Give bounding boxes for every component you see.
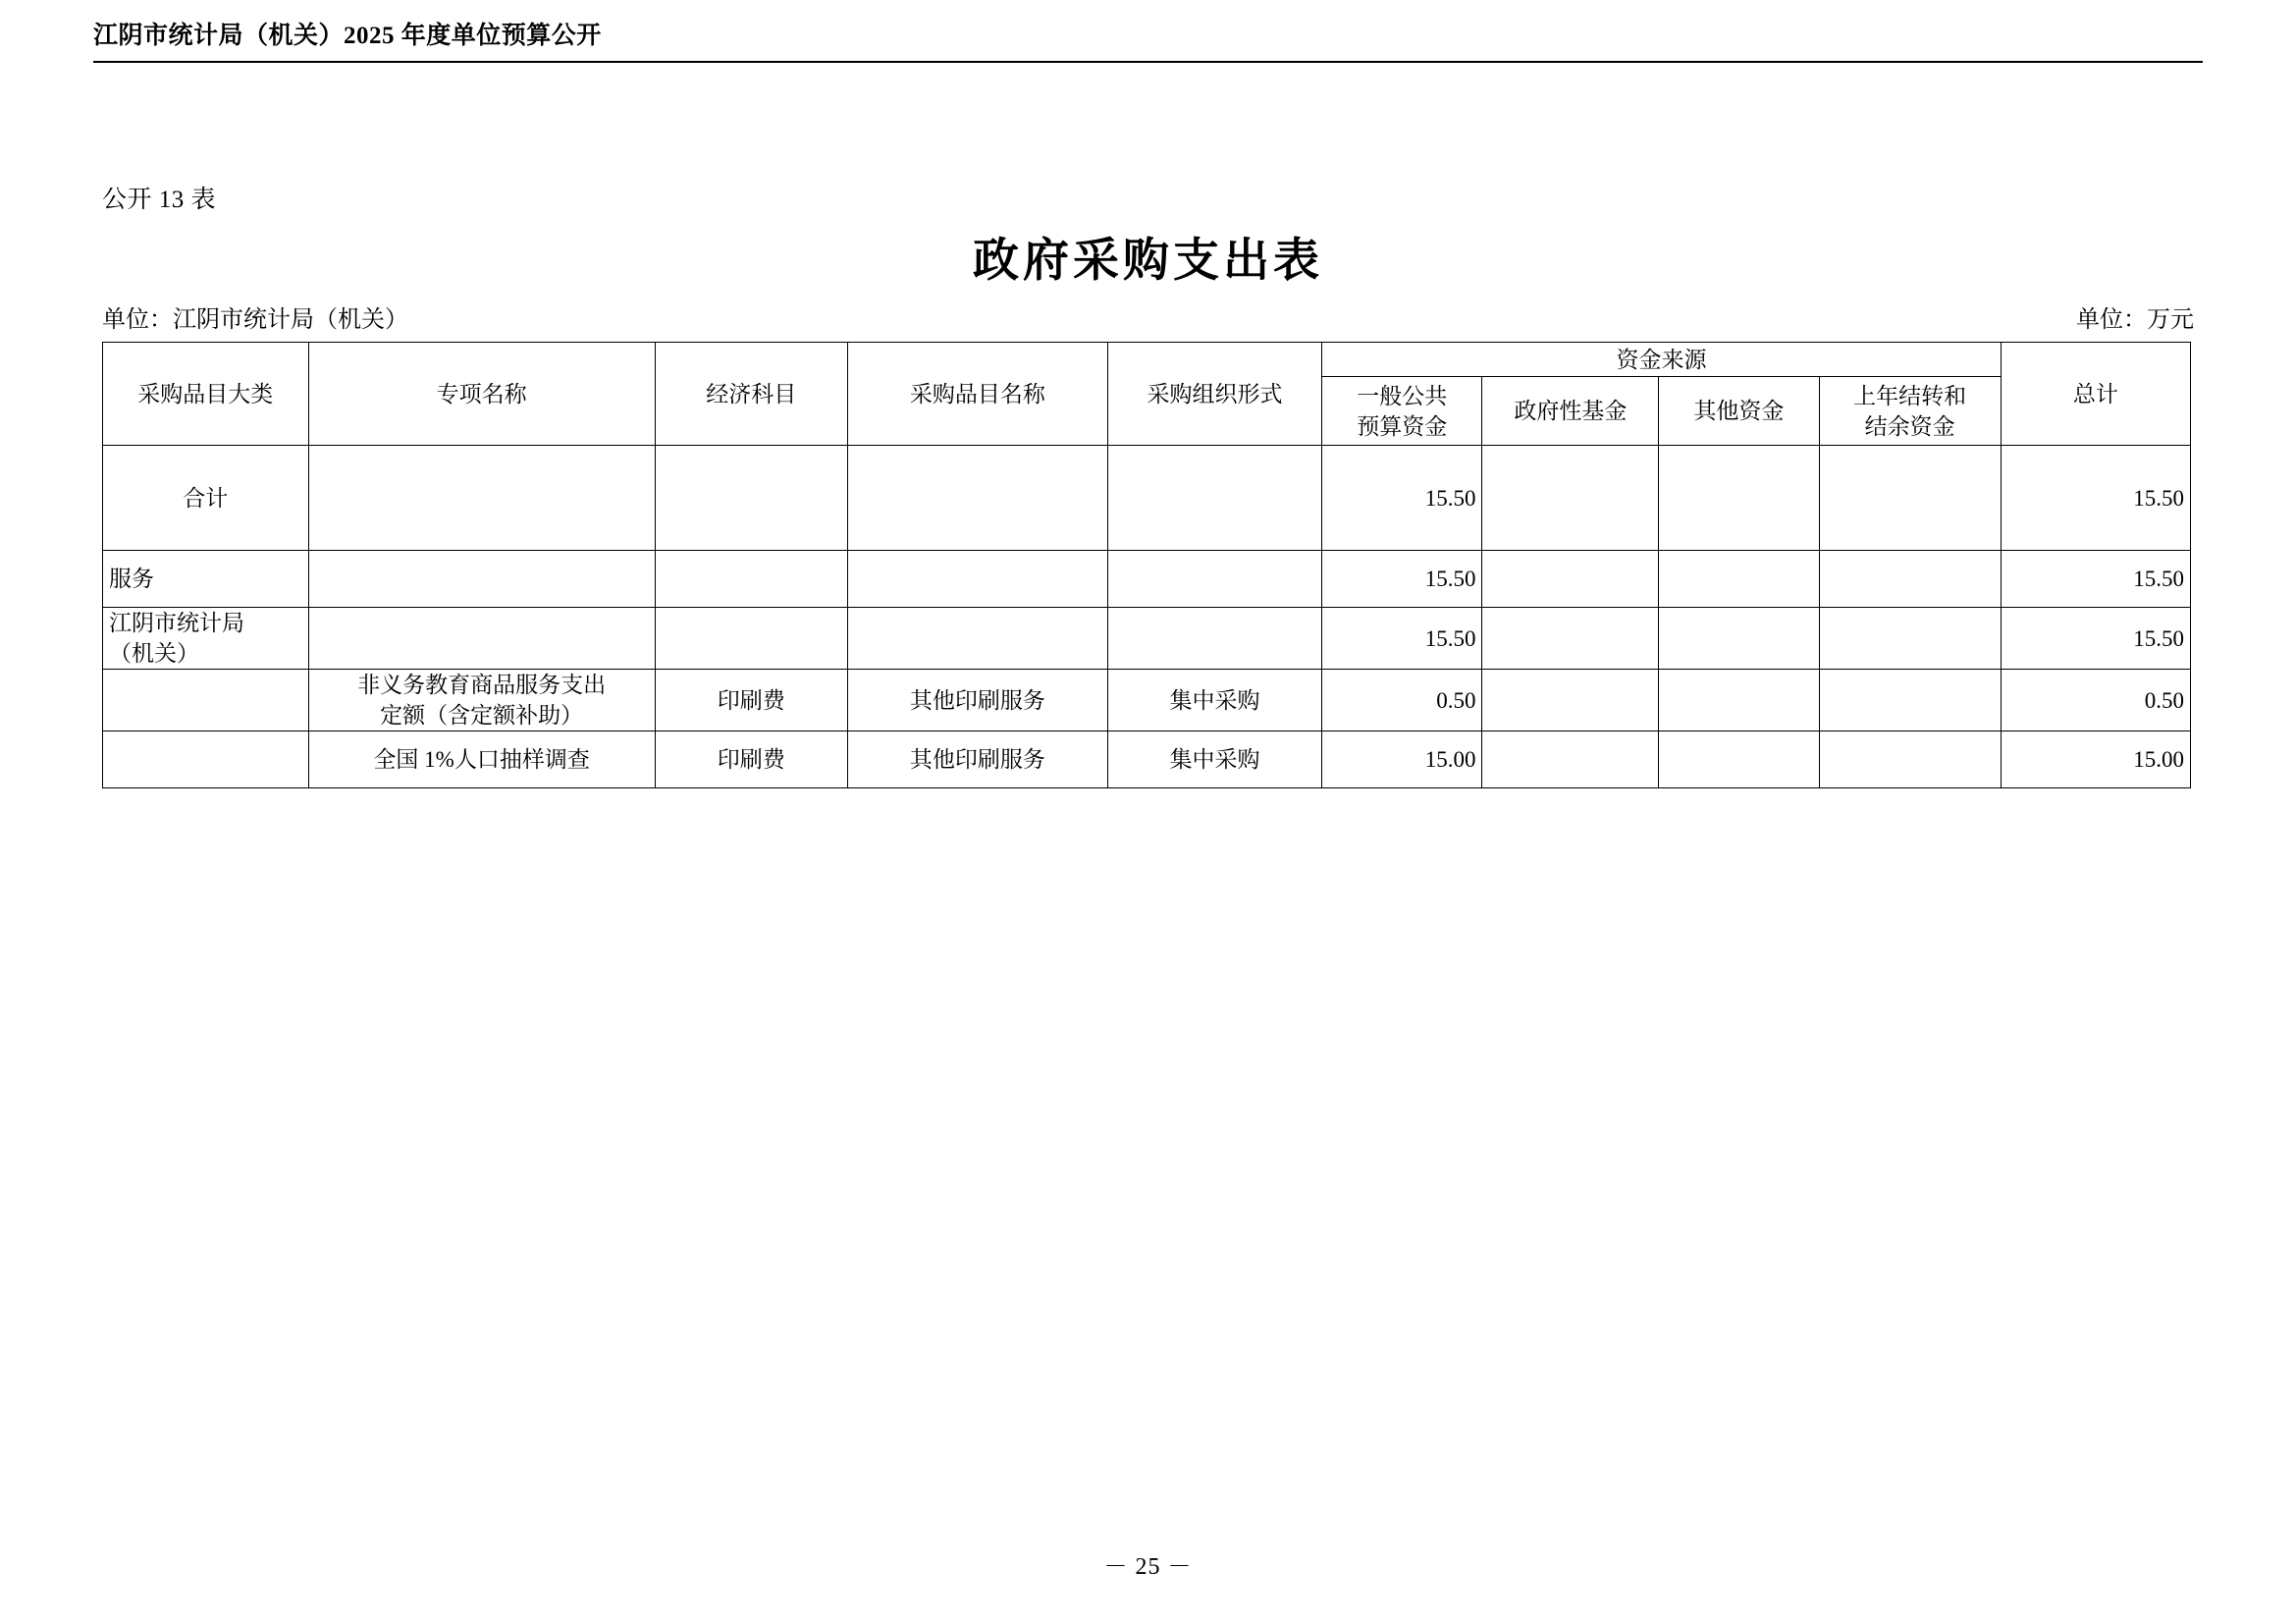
cell-project-name-line1: 非义务教育商品服务支出 xyxy=(357,673,607,697)
cell-category xyxy=(103,731,309,788)
cell-government-fund xyxy=(1482,446,1659,551)
form-number-label: 公开 13 表 xyxy=(102,187,217,213)
cell-item-name: 其他印刷服务 xyxy=(847,731,1107,788)
cell-category-line2: （机关） xyxy=(109,641,199,666)
cell-economic-subject xyxy=(655,551,847,608)
cell-carryover xyxy=(1819,670,2001,731)
col-header-project-name: 专项名称 xyxy=(308,343,655,446)
cell-project-name-line2: 定额（含定额补助） xyxy=(380,703,584,728)
cell-org-form: 集中采购 xyxy=(1107,731,1321,788)
cell-item-name xyxy=(847,608,1107,670)
cell-other-funds xyxy=(1659,446,1819,551)
cell-other-funds xyxy=(1659,731,1819,788)
cell-carryover xyxy=(1819,551,2001,608)
cell-total: 0.50 xyxy=(2001,670,2190,731)
cell-other-funds xyxy=(1659,670,1819,731)
cell-government-fund xyxy=(1482,608,1659,670)
cell-other-funds xyxy=(1659,608,1819,670)
cell-other-funds xyxy=(1659,551,1819,608)
col-header-economic-subject: 经济科目 xyxy=(655,343,847,446)
col-header-org-form: 采购组织形式 xyxy=(1107,343,1321,446)
cell-org-form xyxy=(1107,608,1321,670)
document-header xyxy=(93,20,2203,63)
cell-total: 15.50 xyxy=(2001,446,2190,551)
cell-economic-subject: 印刷费 xyxy=(655,670,847,731)
cell-total: 15.50 xyxy=(2001,608,2190,670)
header-divider xyxy=(93,61,2203,63)
col-header-total: 总计 xyxy=(2001,343,2190,446)
cell-project-name xyxy=(308,551,655,608)
cell-org-form xyxy=(1107,446,1321,551)
cell-general-public-budget: 15.50 xyxy=(1322,551,1482,608)
cell-general-public-budget: 15.00 xyxy=(1322,731,1482,788)
header-title: 江阴市统计局（机关）2025 年度单位预算公开 xyxy=(93,23,602,49)
cell-economic-subject xyxy=(655,446,847,551)
col-header-general-public-budget-line2: 预算资金 xyxy=(1357,413,1448,439)
table-row xyxy=(103,446,2191,551)
col-header-carryover-line2: 结余资金 xyxy=(1864,413,1955,439)
cell-org-form: 集中采购 xyxy=(1107,670,1321,731)
table-header-row-1 xyxy=(103,343,2191,377)
cell-org-form xyxy=(1107,551,1321,608)
cell-economic-subject: 印刷费 xyxy=(655,731,847,788)
cell-total: 15.50 xyxy=(2001,551,2190,608)
page-title: 政府采购支出表 xyxy=(973,236,1323,287)
col-header-general-public-budget xyxy=(1322,377,1482,446)
cell-total: 15.00 xyxy=(2001,731,2190,788)
col-header-government-fund: 政府性基金 xyxy=(1482,377,1659,446)
cell-general-public-budget: 15.50 xyxy=(1322,608,1482,670)
cell-government-fund xyxy=(1482,670,1659,731)
cell-category xyxy=(103,608,309,670)
col-header-carryover-line1: 上年结转和 xyxy=(1853,383,1967,408)
cell-economic-subject xyxy=(655,608,847,670)
cell-category-line1: 江阴市统计局 xyxy=(109,611,244,635)
col-header-carryover xyxy=(1819,377,2001,446)
cell-category: 服务 xyxy=(103,551,309,608)
cell-item-name xyxy=(847,446,1107,551)
table-row xyxy=(103,608,2191,670)
cell-general-public-budget: 0.50 xyxy=(1322,670,1482,731)
cell-item-name xyxy=(847,551,1107,608)
table-row xyxy=(103,731,2191,788)
col-header-fund-source-group: 资金来源 xyxy=(1322,343,2002,377)
currency-unit-label: 单位：万元 xyxy=(2076,307,2194,333)
page-number: － 25 － xyxy=(1103,1554,1193,1580)
col-header-item-name: 采购品目名称 xyxy=(847,343,1107,446)
col-header-category: 采购品目大类 xyxy=(103,343,309,446)
unit-name-label: 单位：江阴市统计局（机关） xyxy=(102,307,408,333)
cell-general-public-budget: 15.50 xyxy=(1322,446,1482,551)
cell-project-name xyxy=(308,670,655,731)
cell-carryover xyxy=(1819,608,2001,670)
table-row xyxy=(103,551,2191,608)
cell-project-name xyxy=(308,608,655,670)
procurement-table-wrapper xyxy=(102,342,2191,788)
cell-project-name: 全国 1%人口抽样调查 xyxy=(308,731,655,788)
cell-project-name xyxy=(308,446,655,551)
cell-carryover xyxy=(1819,446,2001,551)
cell-category: 合计 xyxy=(103,446,309,551)
procurement-expenditure-table xyxy=(102,342,2191,788)
col-header-general-public-budget-line1: 一般公共 xyxy=(1357,383,1448,408)
col-header-other-funds: 其他资金 xyxy=(1659,377,1819,446)
cell-government-fund xyxy=(1482,551,1659,608)
cell-government-fund xyxy=(1482,731,1659,788)
cell-category xyxy=(103,670,309,731)
table-row xyxy=(103,670,2191,731)
cell-item-name: 其他印刷服务 xyxy=(847,670,1107,731)
cell-carryover xyxy=(1819,731,2001,788)
